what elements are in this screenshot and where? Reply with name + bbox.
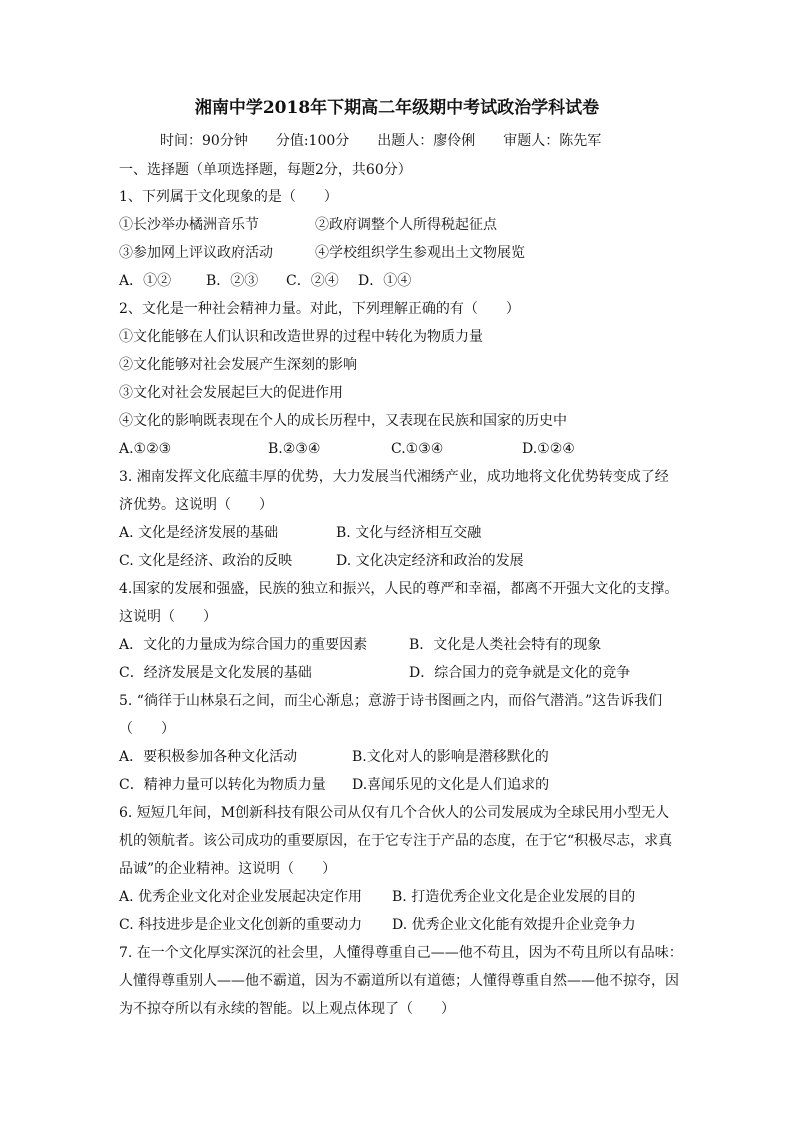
q2-item-2: ②文化能够对社会发展产生深刻的影响	[119, 357, 357, 373]
q5-option-c: C．精神力量可以转化为物质力量	[119, 777, 326, 793]
q2-item-1: ①文化能够在人们认识和改造世界的过程中转化为物质力量	[119, 329, 483, 345]
q6-stem-line-3: 品诚”的企业精神。这说明（ ）	[119, 861, 337, 877]
q4-stem-line-1: 4.国家的发展和强盛，民族的独立和振兴，人民的尊严和幸福，都离不开强大文化的支撑。	[119, 581, 679, 597]
q1-option-b: B．②③	[206, 273, 259, 289]
q5-option-d: D.喜闻乐见的文化是人们追求的	[352, 777, 550, 793]
exam-meta	[160, 130, 629, 152]
q4-option-a: A．文化的力量成为综合国力的重要因素	[119, 637, 368, 653]
q1-option-c: C．②④	[286, 273, 339, 289]
q1-item-2: ②政府调整个人所得税起征点	[315, 217, 497, 233]
q4-stem-line-2: 这说明（ ）	[119, 609, 217, 625]
q3-stem-line-2: 济优势。这说明（ ）	[119, 497, 273, 513]
q2-option-a: A.①②③	[119, 441, 172, 457]
q5-option-a: A．要积极参加各种文化活动	[119, 749, 298, 765]
q2-stem: 2、文化是一种社会精神力量。对此，下列理解正确的有（ ）	[119, 301, 520, 317]
q6-option-c: C. 科技进步是企业文化创新的重要动力	[119, 917, 363, 933]
q6-stem-line-1: 6. 短短几年间，M创新科技有限公司从仅有几个合伙人的公司发展成为全球民用小型无人	[119, 805, 670, 821]
q4-option-d: D．综合国力的竞争就是文化的竞争	[409, 665, 631, 681]
q3-option-d: D. 文化决定经济和政治的发展	[336, 553, 524, 569]
q6-option-b: B. 打造优秀企业文化是企业发展的目的	[392, 889, 636, 905]
q2-item-3: ③文化对社会发展起巨大的促进作用	[119, 385, 343, 401]
q7-stem-line-1: 7. 在一个文化厚实深沉的社会里，人懂得尊重自己——他不苟且，因为不苟且所以有品味：	[119, 945, 683, 961]
q1-option-a: A．①②	[119, 273, 172, 289]
exam-reviewer: 审题人：陈先军	[503, 133, 602, 149]
q4-option-b: B．文化是人类社会特有的现象	[409, 637, 602, 653]
q3-option-b: B. 文化与经济相互交融	[336, 525, 482, 541]
exam-time: 时间：90分钟	[160, 133, 248, 149]
q5-stem-line-1: 5. “徜徉于山林泉石之间，而尘心渐息；意游于诗书图画之内，而俗气潜消。”这告诉我们	[119, 693, 663, 709]
q5-stem-line-2: （ ）	[119, 721, 175, 737]
q1-item-1: ①长沙举办橘洲音乐节	[119, 217, 259, 233]
exam-score: 分值:100分	[275, 133, 350, 149]
q6-option-d: D. 优秀企业文化能有效提升企业竞争力	[392, 917, 636, 933]
q2-option-c: C.①③④	[391, 441, 444, 457]
q6-option-a: A. 优秀企业文化对企业发展起决定作用	[119, 889, 363, 905]
q3-option-a: A. 文化是经济发展的基础	[119, 525, 279, 541]
q1-item-3: ③参加网上评议政府活动	[119, 245, 273, 261]
q7-stem-line-3: 为不掠夺所以有永续的智能。以上观点体现了（ ）	[119, 1001, 455, 1017]
exam-author: 出题人：廖伶俐	[377, 133, 476, 149]
q7-stem-line-2: 人懂得尊重别人——他不霸道，因为不霸道所以有道德；人懂得尊重自然——他不掠夺，因	[119, 973, 679, 989]
q1-item-4: ④学校组织学生参观出土文物展览	[315, 245, 525, 261]
q1-option-d: D．①④	[358, 273, 412, 289]
q5-option-b: B.文化对人的影响是潜移默化的	[352, 749, 549, 765]
q4-option-c: C．经济发展是文化发展的基础	[119, 665, 312, 681]
exam-title: 湘南中学2018年下期高二年级期中考试政治学科试卷	[194, 98, 600, 118]
q2-option-d: D.①②④	[522, 441, 575, 457]
q3-option-c: C. 文化是经济、政治的反映	[119, 553, 293, 569]
q6-stem-line-2: 机的领航者。该公司成功的重要原因，在于它专注于产品的态度，在于它“积极尽志，求真	[119, 833, 673, 849]
q2-item-4: ④文化的影响既表现在个人的成长历程中，又表现在民族和国家的历史中	[119, 413, 567, 429]
q1-stem: 1、下列属于文化现象的是（ ）	[119, 189, 338, 205]
q3-stem-line-1: 3. 湘南发挥文化底蕴丰厚的优势，大力发展当代湘绣产业，成功地将文化优势转变成了经	[119, 469, 669, 485]
section-heading: 一、选择题（单项选择题，每题2分，共60分）	[119, 162, 412, 178]
q2-option-b: B.②③④	[268, 441, 321, 457]
